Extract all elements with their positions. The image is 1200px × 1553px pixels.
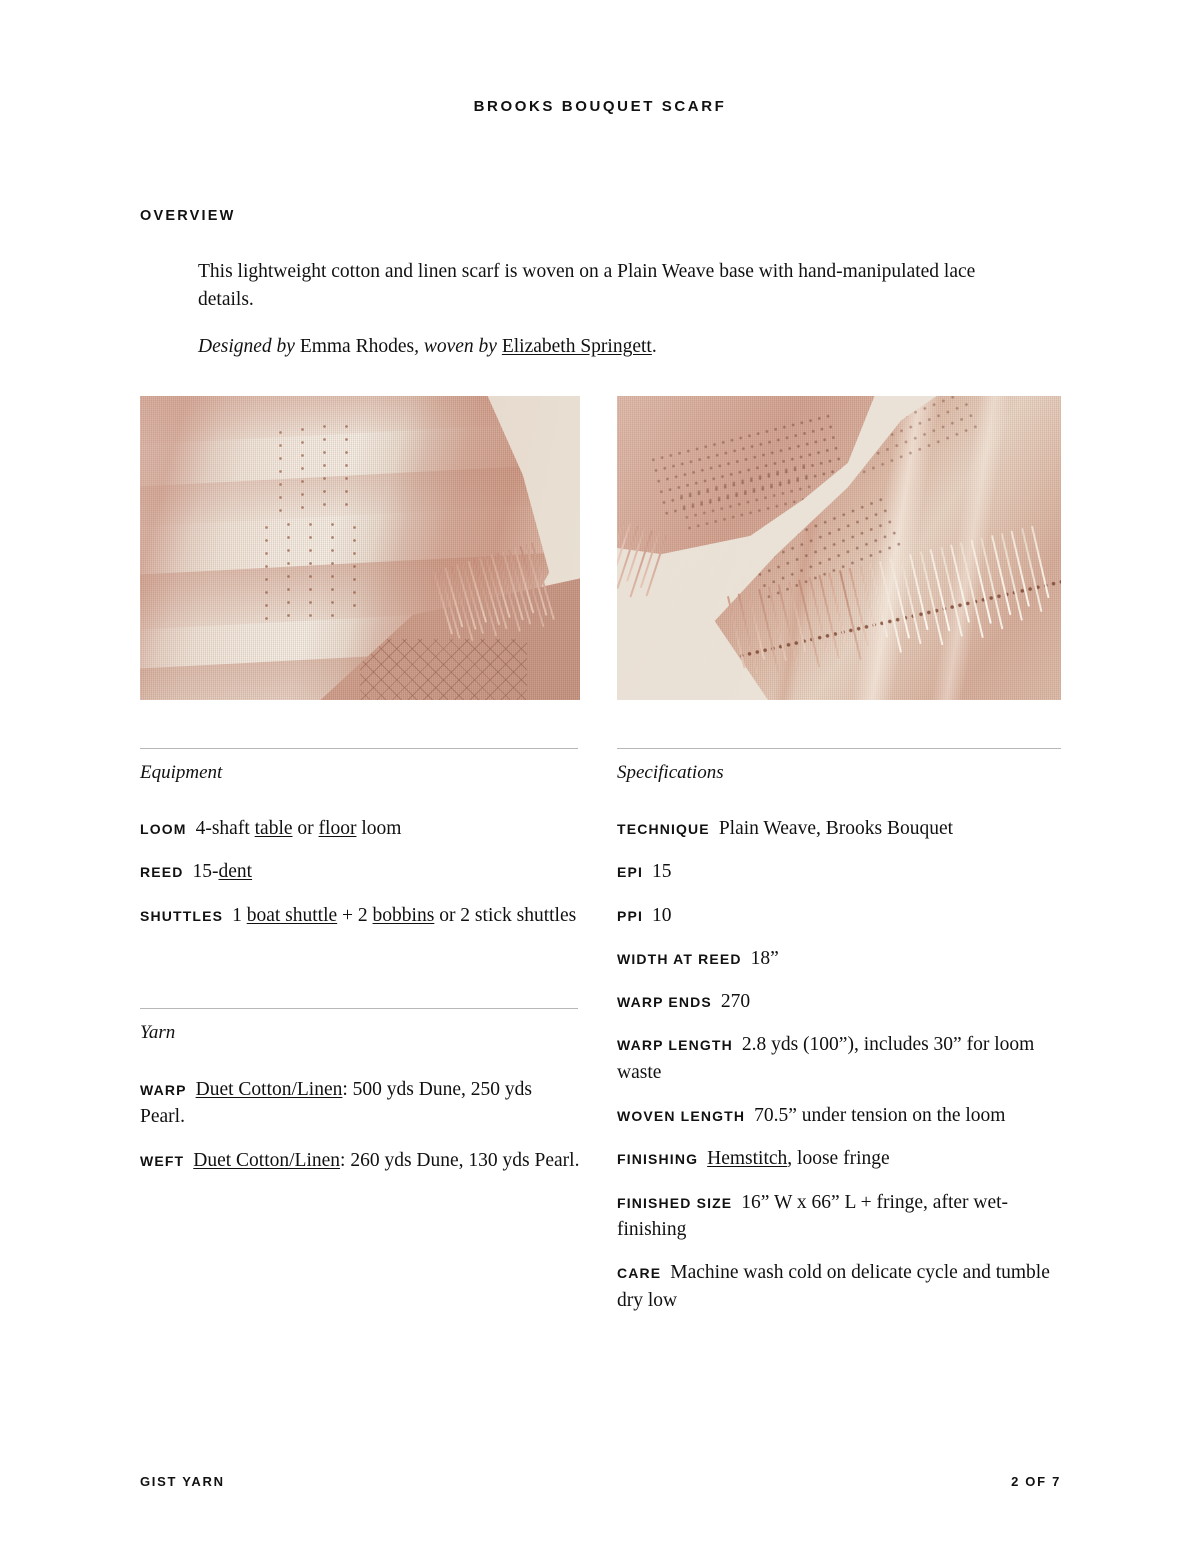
specification-item-label: TECHNIQUE	[617, 821, 710, 837]
specification-item-label: WARP ENDS	[617, 994, 712, 1011]
specification-item-label: CARE	[617, 1265, 662, 1282]
specification-item-label: EPI	[617, 864, 644, 881]
overview-heading: OVERVIEW	[140, 208, 236, 224]
specification-item-value: 70.5” under tension on the loom	[754, 1105, 1006, 1127]
specification-item	[617, 1102, 1065, 1129]
specification-item-value: Plain Weave, Brooks Bouquet	[718, 818, 954, 839]
specifications-divider	[617, 748, 1061, 749]
specification-item-label: FINISHING	[617, 1151, 699, 1168]
specification-item	[617, 1189, 1065, 1244]
specification-item-value: 10	[652, 904, 672, 926]
specification-item-finishing	[617, 1145, 1065, 1172]
yarn-item-value: Duet Cotton/Linen: 260 yds Dune, 130 yds Pearl.	[193, 1149, 580, 1171]
footer-page-number: 2 OF 7	[1011, 1474, 1061, 1489]
specification-item-value: 270	[720, 991, 751, 1013]
yarn-list	[140, 1076, 580, 1174]
yarn-item	[140, 1076, 580, 1131]
equipment-item-value: 15-dent	[192, 861, 253, 883]
bobbins-link[interactable]: bobbins	[372, 904, 435, 926]
footer-brand: GIST YARN	[140, 1474, 225, 1489]
specifications-list	[617, 815, 1065, 1314]
specification-item-label: WOVEN LENGTH	[617, 1108, 746, 1125]
yarn-item-label: WARP	[140, 1082, 187, 1098]
specification-item	[617, 815, 1065, 842]
specification-item	[617, 945, 1065, 972]
photo-light-wash	[617, 396, 1061, 700]
equipment-divider	[140, 748, 578, 749]
designed-by-label: Designed by	[198, 336, 295, 358]
specification-item	[617, 858, 1065, 885]
overview-credit	[198, 333, 988, 361]
specification-item-label: FINISHED SIZE	[617, 1194, 733, 1211]
yarn-item	[140, 1147, 580, 1174]
overview-body	[198, 258, 988, 361]
specification-item-value: 18”	[750, 947, 779, 969]
yarn-divider	[140, 1008, 578, 1009]
specifications-heading: Specifications	[617, 762, 724, 783]
specification-item	[617, 902, 1065, 929]
equipment-item	[140, 815, 580, 842]
specification-item	[617, 988, 1065, 1015]
woven-by-label: , woven by	[414, 336, 497, 358]
floor-link[interactable]: floor	[318, 818, 357, 839]
specification-item-value: Hemstitch, loose fringe	[707, 1148, 890, 1170]
specification-item-label: WARP LENGTH	[617, 1037, 733, 1054]
overview-paragraph: This lightweight cotton and linen scarf is woven on a Plain Weave base with hand-manipulated lace details.	[198, 261, 976, 310]
equipment-item	[140, 902, 580, 929]
scarf-folded-fringe-photo	[617, 396, 1061, 700]
table-link[interactable]: table	[254, 818, 293, 839]
equipment-item-label: LOOM	[140, 821, 187, 837]
equipment-item-value: 1 boat shuttle + 2 bobbins or 2 stick shuttles	[232, 904, 577, 926]
equipment-item-label: REED	[140, 864, 184, 881]
yarn-item-value: Duet Cotton/Linen: 500 yds Dune, 250 yds Pearl.	[140, 1079, 532, 1128]
photo-light-wash	[140, 396, 580, 700]
duet-cotton-linen-link[interactable]: Duet Cotton/Linen	[193, 1149, 341, 1171]
document-title: BROOKS BOUQUET SCARF	[473, 98, 727, 115]
specification-item-label: WIDTH AT REED	[617, 950, 742, 967]
yarn-heading: Yarn	[140, 1022, 176, 1043]
credit-period: .	[651, 336, 657, 358]
specification-item-label: PPI	[617, 907, 644, 924]
weaver-name-link[interactable]: Elizabeth Springett	[501, 336, 652, 358]
specification-item-value: 16” W x 66” L + fringe, after wet-finishing	[617, 1191, 1009, 1240]
equipment-item-value: 4-shaft table or floor loom	[195, 818, 402, 839]
specification-item-value: Machine wash cold on delicate cycle and tumble dry low	[617, 1262, 1050, 1311]
scarf-detail-lace-closeup-photo	[140, 396, 580, 700]
boat-shuttle-link[interactable]: boat shuttle	[246, 904, 338, 926]
duet-cotton-linen-link[interactable]: Duet Cotton/Linen	[195, 1079, 343, 1100]
specification-item-value: 2.8 yds (100”), includes 30” for loom waste	[617, 1034, 1035, 1083]
equipment-item	[140, 858, 580, 885]
equipment-list	[140, 815, 580, 929]
designer-name: Emma Rhodes	[299, 336, 415, 358]
equipment-heading: Equipment	[140, 762, 223, 783]
hemstitch-link[interactable]: Hemstitch	[707, 1148, 788, 1170]
specification-item	[617, 1259, 1065, 1314]
specification-item	[617, 1031, 1065, 1086]
dent-link[interactable]: dent	[218, 861, 253, 883]
yarn-item-label: WEFT	[140, 1152, 185, 1169]
equipment-item-label: SHUTTLES	[140, 907, 224, 924]
specification-item-value: 15	[652, 861, 672, 883]
